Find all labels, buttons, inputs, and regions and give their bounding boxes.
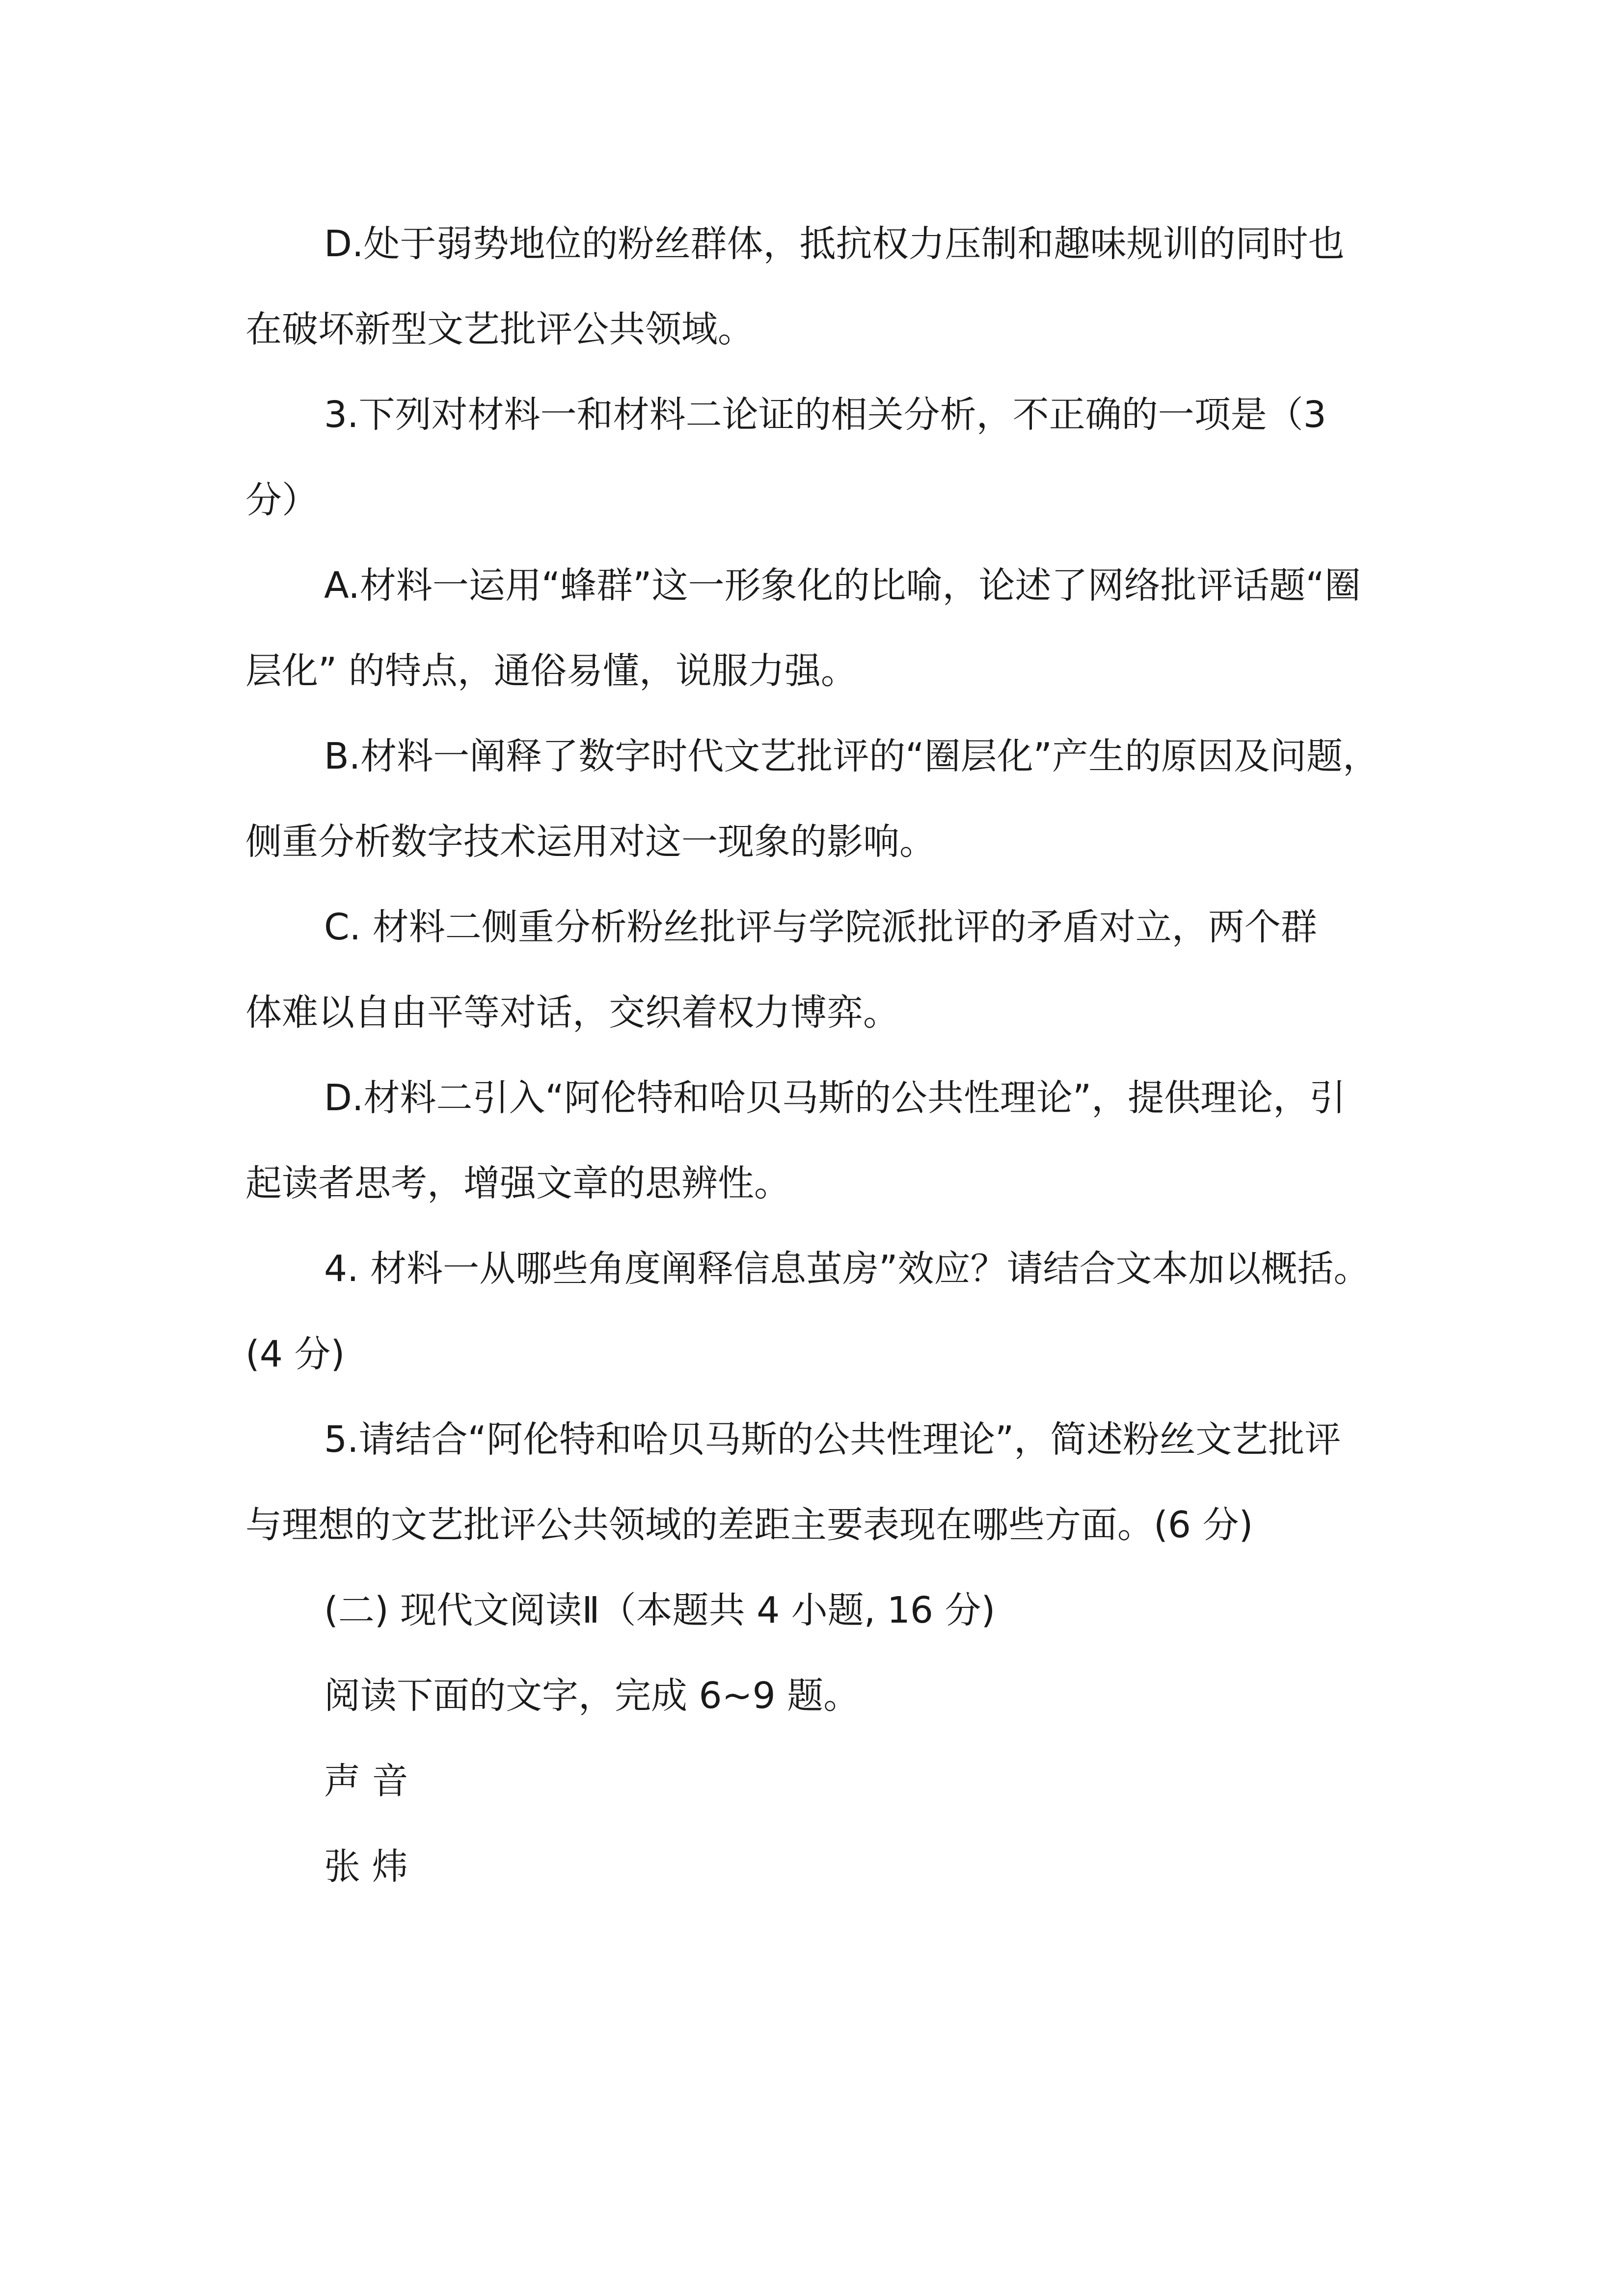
option-d-line-2: 在破坏新型文艺批评公共领域。 — [245, 308, 754, 350]
option-a-line-2: 层化” 的特点，通俗易懂，说服力强。 — [245, 650, 857, 692]
question-3-line-1: 3.下列对材料一和材料二论证的相关分析，不正确的一项是（3 — [324, 394, 1326, 436]
question-4-line-2: (4 分) — [245, 1333, 345, 1375]
article-title: 声 音 — [324, 1760, 408, 1802]
option-d2-line-1: D.材料二引入“阿伦特和哈贝马斯的公共性理论”，提供理论，引 — [324, 1077, 1346, 1119]
option-b-line-2: 侧重分析数字技术运用对这一现象的影响。 — [245, 821, 936, 863]
question-4-line-1: 4. 材料一从哪些角度阐释信息茧房”效应？请结合文本加以概括。 — [324, 1248, 1370, 1290]
option-d-line-1: D.处于弱势地位的粉丝群体，抵抗权力压制和趣味规训的同时也 — [324, 223, 1345, 265]
option-c-line-2: 体难以自由平等对话，交织着权力博弈。 — [245, 991, 899, 1034]
question-3-line-2: 分） — [245, 479, 318, 521]
reading-instruction: 阅读下面的文字，完成 6~9 题。 — [324, 1675, 860, 1717]
option-c-line-1: C. 材料二侧重分析粉丝批评与学院派批评的矛盾对立，两个群 — [324, 906, 1317, 948]
option-a-line-1: A.材料一运用“蜂群”这一形象化的比喻，论述了网络批评话题“圈 — [324, 564, 1361, 607]
section-heading: (二) 现代文阅读Ⅱ（本题共 4 小题, 16 分) — [324, 1589, 996, 1631]
question-5-line-1: 5.请结合“阿伦特和哈贝马斯的公共性理论”，简述粉丝文艺批评 — [324, 1418, 1341, 1461]
article-author: 张 炜 — [324, 1845, 408, 1888]
option-d2-line-2: 起读者思考，增强文章的思辨性。 — [245, 1162, 790, 1204]
question-5-line-2: 与理想的文艺批评公共领域的差距主要表现在哪些方面。(6 分) — [245, 1504, 1253, 1546]
option-b-line-1: B.材料一阐释了数字时代文艺批评的“圈层化”产生的原因及问题， — [324, 735, 1379, 777]
